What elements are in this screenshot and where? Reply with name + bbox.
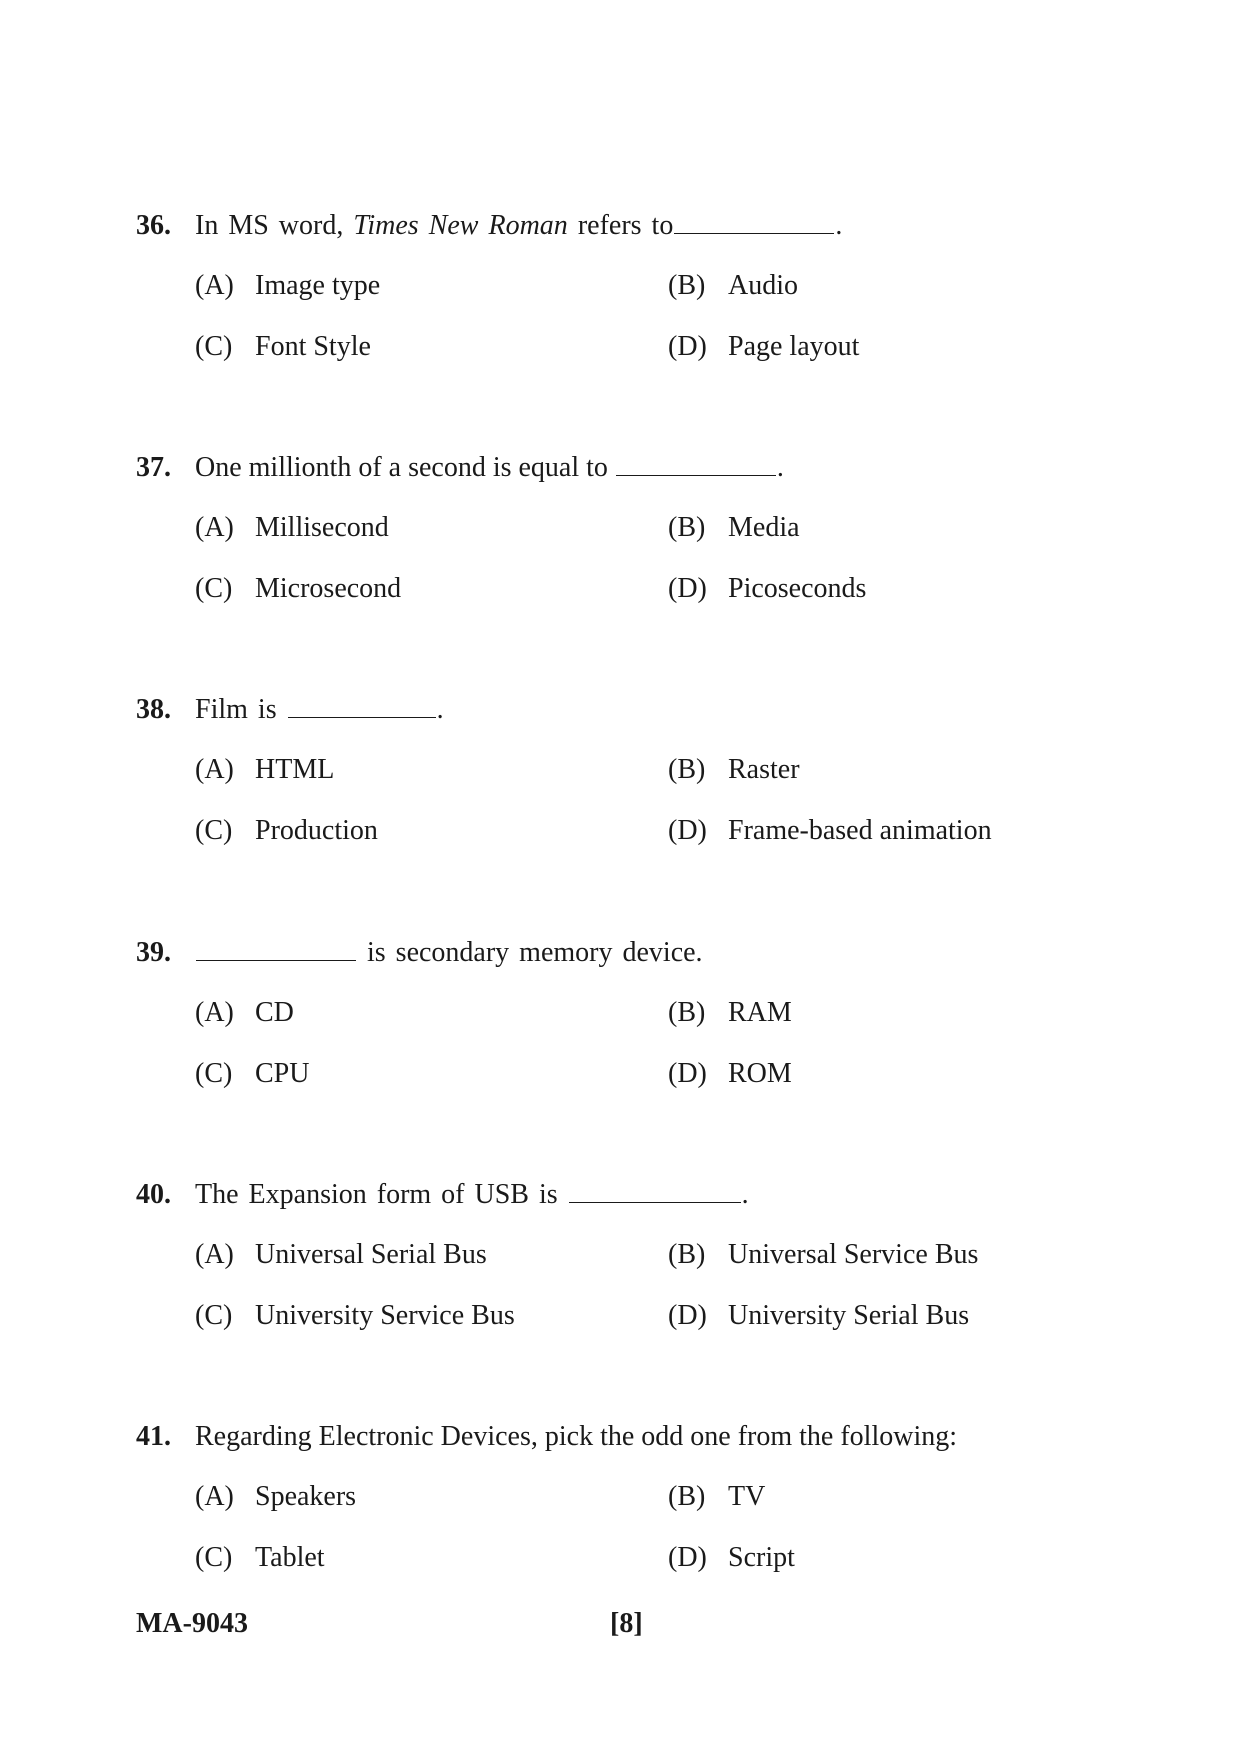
option-c bbox=[195, 1538, 325, 1578]
option-letter: (C) bbox=[195, 573, 233, 604]
option-letter: (B) bbox=[668, 1239, 706, 1270]
option-letter: (D) bbox=[668, 1300, 707, 1331]
option-text: CD bbox=[255, 997, 294, 1028]
question-stem bbox=[136, 690, 444, 730]
stem-text: Film is bbox=[195, 694, 277, 725]
option-a bbox=[195, 266, 380, 306]
option-a bbox=[195, 1235, 487, 1275]
stem-italic-text: Times New Roman bbox=[353, 210, 568, 241]
option-text: Raster bbox=[728, 754, 800, 785]
question-number: 37. bbox=[136, 452, 171, 483]
option-letter: (D) bbox=[668, 331, 707, 362]
option-text: Universal Service Bus bbox=[728, 1239, 979, 1270]
stem-text: In MS word, bbox=[195, 210, 344, 241]
question-number: 40. bbox=[136, 1179, 171, 1210]
question-number: 38. bbox=[136, 694, 171, 725]
option-b bbox=[668, 1477, 765, 1517]
option-text: Media bbox=[728, 512, 800, 543]
question-40 bbox=[136, 1175, 1136, 1365]
option-text: TV bbox=[728, 1481, 766, 1512]
stem-end: . bbox=[741, 1179, 749, 1210]
option-text: Picoseconds bbox=[728, 573, 867, 604]
question-number: 41. bbox=[136, 1421, 171, 1452]
option-text: Tablet bbox=[255, 1542, 325, 1573]
option-text: Millisecond bbox=[255, 512, 389, 543]
answer-blank bbox=[288, 695, 436, 718]
option-d bbox=[668, 1296, 969, 1336]
option-text: University Serial Bus bbox=[728, 1300, 970, 1331]
stem-text: One millionth of a second is equal to bbox=[195, 452, 608, 483]
option-letter: (B) bbox=[668, 997, 706, 1028]
answer-blank bbox=[569, 1180, 741, 1203]
option-text: Speakers bbox=[255, 1481, 357, 1512]
answer-blank bbox=[674, 211, 834, 234]
option-text: Frame-based animation bbox=[728, 815, 992, 846]
option-d bbox=[668, 327, 859, 367]
option-text: Audio bbox=[728, 270, 798, 301]
option-text: University Service Bus bbox=[255, 1300, 515, 1331]
question-number: 36. bbox=[136, 210, 171, 241]
option-letter: (A) bbox=[195, 997, 234, 1028]
option-text: Font Style bbox=[255, 331, 371, 362]
option-text: Page layout bbox=[728, 331, 860, 362]
option-letter: (A) bbox=[195, 1239, 234, 1270]
option-text: Script bbox=[728, 1542, 795, 1573]
option-letter: (D) bbox=[668, 573, 707, 604]
option-text: Microsecond bbox=[255, 573, 402, 604]
question-41 bbox=[136, 1417, 1136, 1607]
option-letter: (A) bbox=[195, 512, 234, 543]
stem-end: . bbox=[436, 694, 444, 725]
stem-text: is secondary memory device. bbox=[367, 937, 703, 968]
option-letter: (B) bbox=[668, 754, 706, 785]
option-text: RAM bbox=[728, 997, 792, 1028]
option-d bbox=[668, 1054, 792, 1094]
question-stem bbox=[136, 206, 842, 246]
paper-code: MA-9043 bbox=[136, 1608, 248, 1639]
option-c bbox=[195, 1296, 515, 1336]
option-d bbox=[668, 811, 992, 851]
option-letter: (D) bbox=[668, 1542, 707, 1573]
option-c bbox=[195, 327, 371, 367]
option-c bbox=[195, 811, 378, 851]
option-letter: (A) bbox=[195, 754, 234, 785]
option-d bbox=[668, 569, 866, 609]
option-text: Production bbox=[255, 815, 378, 846]
option-letter: (B) bbox=[668, 512, 706, 543]
option-letter: (C) bbox=[195, 331, 233, 362]
option-b bbox=[668, 993, 792, 1033]
option-c bbox=[195, 569, 401, 609]
option-letter: (C) bbox=[195, 1542, 233, 1573]
stem-text: The Expansion form of USB is bbox=[195, 1179, 558, 1210]
question-stem bbox=[136, 1175, 749, 1215]
option-letter: (A) bbox=[195, 1481, 234, 1512]
option-text: Universal Serial Bus bbox=[255, 1239, 487, 1270]
option-letter: (B) bbox=[668, 270, 706, 301]
option-letter: (C) bbox=[195, 815, 233, 846]
question-36 bbox=[136, 206, 1136, 396]
answer-blank bbox=[196, 938, 356, 961]
option-letter: (C) bbox=[195, 1058, 233, 1089]
option-b bbox=[668, 266, 798, 306]
option-text: HTML bbox=[255, 754, 335, 785]
option-b bbox=[668, 1235, 978, 1275]
stem-end: . bbox=[835, 210, 843, 241]
option-text: Image type bbox=[255, 270, 381, 301]
option-letter: (C) bbox=[195, 1300, 233, 1331]
option-a bbox=[195, 750, 334, 790]
option-text: ROM bbox=[728, 1058, 792, 1089]
option-letter: (D) bbox=[668, 1058, 707, 1089]
question-stem bbox=[136, 1417, 957, 1457]
option-d bbox=[668, 1538, 795, 1578]
question-number: 39. bbox=[136, 937, 171, 968]
option-text: CPU bbox=[255, 1058, 310, 1089]
option-c bbox=[195, 1054, 309, 1094]
question-stem bbox=[136, 448, 784, 488]
option-letter: (D) bbox=[668, 815, 707, 846]
stem-text: Regarding Electronic Devices, pick the odd one from the following: bbox=[195, 1421, 958, 1452]
stem-end: . bbox=[776, 452, 784, 483]
option-a bbox=[195, 993, 294, 1033]
answer-blank bbox=[616, 453, 776, 476]
stem-text: refers to bbox=[577, 210, 674, 241]
page-number: [8] bbox=[610, 1608, 643, 1639]
option-b bbox=[668, 750, 800, 790]
question-38 bbox=[136, 690, 1136, 880]
option-letter: (B) bbox=[668, 1481, 706, 1512]
option-a bbox=[195, 1477, 356, 1517]
option-b bbox=[668, 508, 800, 548]
option-letter: (A) bbox=[195, 270, 234, 301]
question-stem bbox=[136, 933, 703, 973]
question-39 bbox=[136, 933, 1136, 1123]
question-37 bbox=[136, 448, 1136, 638]
option-a bbox=[195, 508, 389, 548]
